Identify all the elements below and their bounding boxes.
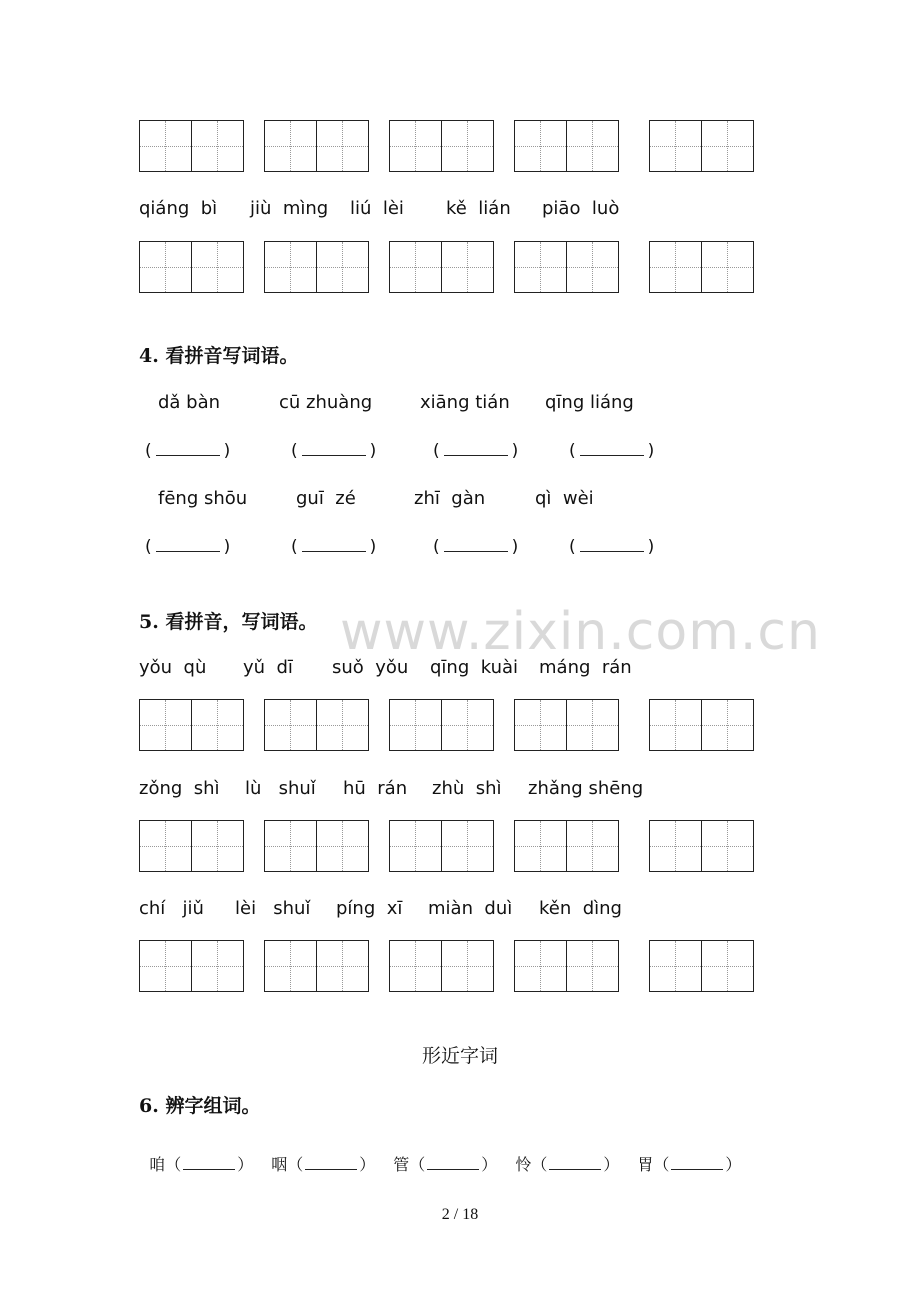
pinyin-item: fēng shōu (158, 488, 248, 509)
pinyin-item: zhǎng shēng (528, 778, 644, 799)
writing-grid-row-1 (139, 120, 756, 174)
answer-blank[interactable]: ( ) (291, 441, 377, 461)
pinyin-item: máng rán (539, 657, 632, 678)
pinyin-item: liú lèi (350, 198, 404, 219)
character-writing-box[interactable] (514, 820, 619, 872)
question-5-title: 5. 看拼音，写词语。 (139, 611, 318, 633)
pinyin-item: píng xī (336, 898, 403, 919)
character-item[interactable]: 咽（ ） (271, 1155, 376, 1174)
character-writing-box[interactable] (264, 120, 369, 172)
character-writing-box[interactable] (389, 820, 494, 872)
pinyin-item: hū rán (343, 778, 408, 799)
writing-grid-row-5 (139, 940, 756, 994)
pinyin-item: suǒ yǒu (332, 657, 409, 678)
character-writing-box[interactable] (649, 820, 754, 872)
character-item[interactable]: 胃（ ） (637, 1155, 742, 1174)
pinyin-item: guī zé (296, 488, 356, 509)
pinyin-item: cū zhuàng (279, 392, 373, 413)
pinyin-item: zhī gàn (414, 488, 486, 509)
character-group-row (139, 1133, 759, 1175)
answer-blank[interactable]: ( ) (145, 441, 231, 461)
pinyin-item: zhù shì (432, 778, 502, 799)
character-writing-box[interactable] (649, 120, 754, 172)
character-item[interactable]: 怜（ ） (515, 1155, 620, 1174)
character-writing-box[interactable] (389, 120, 494, 172)
page-number: 2 / 18 (441, 1206, 479, 1223)
question-4-title: 4. 看拼音写词语。 (139, 345, 299, 367)
character-writing-box[interactable] (264, 940, 369, 992)
pinyin-item: qì wèi (535, 488, 594, 509)
character-writing-box[interactable] (389, 940, 494, 992)
section-title: 形近字词 (421, 1045, 498, 1067)
character-writing-box[interactable] (139, 120, 244, 172)
pinyin-item: piāo luò (542, 198, 620, 219)
answer-blank[interactable]: ( ) (569, 441, 655, 461)
pinyin-item: zǒng shì (139, 778, 220, 799)
writing-grid-row-4 (139, 820, 756, 874)
character-writing-box[interactable] (264, 820, 369, 872)
question-6-title: 6. 辨字组词。 (139, 1095, 261, 1117)
pinyin-item: kě lián (446, 198, 511, 219)
character-writing-box[interactable] (514, 120, 619, 172)
pinyin-item: yǒu qù (139, 657, 207, 678)
answer-blank[interactable]: ( ) (433, 441, 519, 461)
character-writing-box[interactable] (264, 699, 369, 751)
character-writing-box[interactable] (139, 699, 244, 751)
character-writing-box[interactable] (649, 940, 754, 992)
pinyin-item: qīng liáng (545, 392, 634, 413)
character-writing-box[interactable] (139, 940, 244, 992)
answer-blank[interactable]: ( ) (569, 537, 655, 557)
character-writing-box[interactable] (514, 940, 619, 992)
character-writing-box[interactable] (139, 241, 244, 293)
pinyin-item: lù shuǐ (245, 778, 316, 799)
character-writing-box[interactable] (389, 699, 494, 751)
pinyin-item: chí jiǔ (139, 898, 204, 919)
pinyin-item: qīng kuài (430, 657, 519, 678)
character-writing-box[interactable] (514, 241, 619, 293)
character-writing-box[interactable] (649, 699, 754, 751)
pinyin-item: dǎ bàn (158, 392, 221, 413)
pinyin-item: yǔ dī (243, 657, 293, 678)
pinyin-item: jiù mìng (250, 198, 329, 219)
writing-grid-row-2 (139, 241, 756, 295)
character-writing-box[interactable] (139, 820, 244, 872)
answer-blank[interactable]: ( ) (433, 537, 519, 557)
answer-blank[interactable]: ( ) (145, 537, 231, 557)
character-item[interactable]: 咱（ ） (149, 1155, 254, 1174)
watermark: www.zixin.com.cn (340, 602, 821, 662)
character-writing-box[interactable] (514, 699, 619, 751)
pinyin-item: miàn duì (428, 898, 513, 919)
writing-grid-row-3 (139, 699, 756, 753)
pinyin-item: lèi shuǐ (235, 898, 311, 919)
character-writing-box[interactable] (264, 241, 369, 293)
pinyin-item: kěn dìng (539, 898, 622, 919)
pinyin-item: xiāng tián (420, 392, 510, 413)
character-writing-box[interactable] (649, 241, 754, 293)
pinyin-item: qiáng bì (139, 198, 218, 219)
character-writing-box[interactable] (389, 241, 494, 293)
answer-blank[interactable]: ( ) (291, 537, 377, 557)
character-item[interactable]: 管（ ） (393, 1155, 498, 1174)
